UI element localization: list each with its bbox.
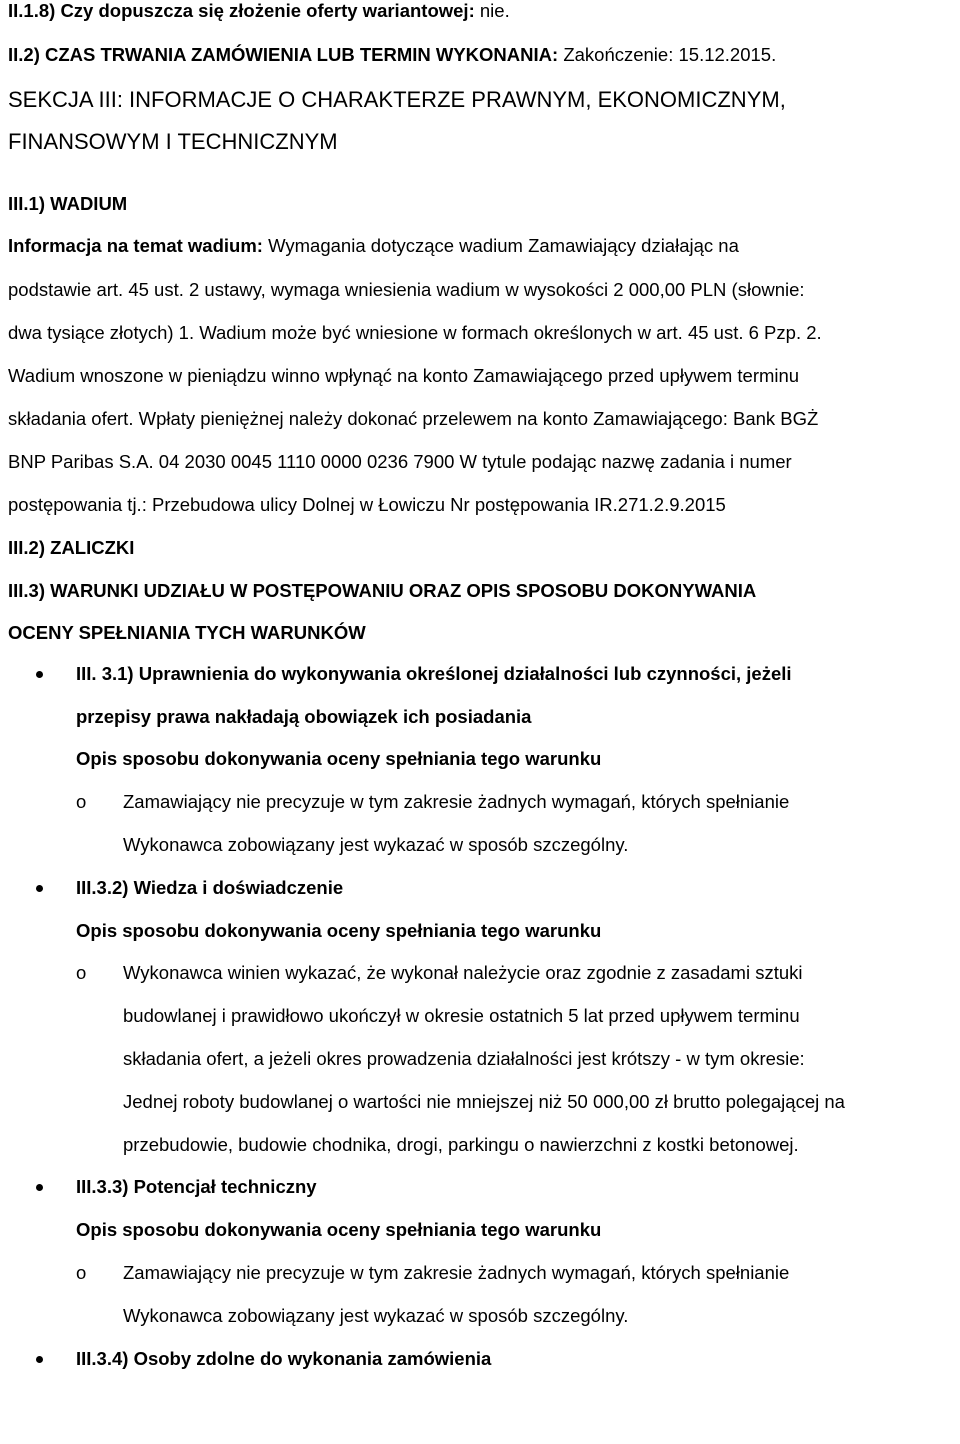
paragraph-line: Wykonawca zobowiązany jest wykazać w sposób szczególny.	[123, 834, 629, 855]
subsection-iii-3-3: III.3.3) Potencjał techniczny	[76, 1176, 317, 1197]
heading-iii-1-wadium: III.1) WADIUM	[8, 193, 128, 214]
bullet-icon	[36, 885, 43, 892]
heading-iii-2-zaliczki: III.2) ZALICZKI	[8, 537, 135, 558]
heading-iii-3-line-1: III.3) WARUNKI UDZIAŁU W POSTĘPOWANIU ORAZ OPIS SPOSOBU DOKONYWANIA	[8, 580, 757, 601]
criteria-heading: Opis sposobu dokonywania oceny spełniania tego warunku	[76, 1219, 602, 1240]
paragraph-line: budowlanej i prawidłowo ukończył w okresie ostatnich 5 lat przed upływem terminu	[123, 1005, 800, 1026]
circle-bullet-icon: o	[76, 791, 87, 812]
subsection-iii-3-1-cont: przepisy prawa nakładają obowiązek ich posiadania	[76, 706, 532, 727]
paragraph-line: Wykonawca winien wykazać, że wykonał należycie oraz zgodnie z zasadami sztuki	[123, 962, 803, 983]
paragraph-line: Zamawiający nie precyzuje w tym zakresie żadnych wymagań, których spełnianie	[123, 1262, 790, 1283]
paragraph-line: Zamawiający nie precyzuje w tym zakresie żadnych wymagań, których spełnianie	[123, 791, 790, 812]
section-iii-heading-1: SEKCJA III: INFORMACJE O CHARAKTERZE PRAWNYM, EKONOMICZNYM,	[8, 87, 786, 112]
label: II.2) CZAS TRWANIA ZAMÓWIENIA LUB TERMIN WYKONANIA:	[8, 44, 559, 65]
paragraph-line: przebudowie, budowie chodnika, drogi, parkingu o nawierzchni z kostki betonowej.	[123, 1134, 799, 1155]
section-ii-1-8	[8, 2, 510, 21]
paragraph-line: dwa tysiące złotych) 1. Wadium może być wniesione w formach określonych w art. 45 ust. 6 Pzp. 2.	[8, 322, 822, 343]
paragraph-line: Jednej roboty budowlanej o wartości nie mniejszej niż 50 000,00 zł brutto polegającej na	[123, 1091, 845, 1112]
heading-iii-3-line-2: OCENY SPEŁNIANIA TYCH WARUNKÓW	[8, 622, 366, 643]
label: Informacja na temat wadium:	[8, 235, 263, 256]
bullet-icon	[36, 1184, 43, 1191]
bullet-icon	[36, 1356, 43, 1363]
paragraph-line: Wadium wnoszone w pieniądzu winno wpłynąć na konto Zamawiającego przed upływem terminu	[8, 365, 800, 386]
section-iii-heading-2: FINANSOWYM I TECHNICZNYM	[8, 129, 338, 154]
criteria-heading: Opis sposobu dokonywania oceny spełniania tego warunku	[76, 748, 602, 769]
value: Zakończenie: 15.12.2015.	[563, 44, 777, 65]
paragraph-line: postępowania tj.: Przebudowa ulicy Dolnej w Łowiczu Nr postępowania IR.271.2.9.2015	[8, 494, 726, 515]
criteria-heading: Opis sposobu dokonywania oceny spełniania tego warunku	[76, 920, 602, 941]
paragraph-line: Wykonawca zobowiązany jest wykazać w sposób szczególny.	[123, 1305, 629, 1326]
subsection-iii-3-1: III. 3.1) Uprawnienia do wykonywania określonej działalności lub czynności, jeżeli	[76, 663, 792, 684]
circle-bullet-icon: o	[76, 962, 87, 983]
bullet-icon	[36, 671, 43, 678]
paragraph-line: podstawie art. 45 ust. 2 ustawy, wymaga wniesienia wadium w wysokości 2 000,00 PLN (słownie:	[8, 279, 805, 300]
paragraph-line: BNP Paribas S.A. 04 2030 0045 1110 0000 0236 7900 W tytule podając nazwę zadania i numer	[8, 451, 792, 472]
subsection-iii-3-2: III.3.2) Wiedza i doświadczenie	[76, 877, 344, 898]
circle-bullet-icon: o	[76, 1262, 87, 1283]
label: II.1.8) Czy dopuszcza się złożenie oferty wariantowej:	[8, 0, 475, 21]
text: Wymagania dotyczące wadium Zamawiający działając na	[268, 235, 739, 256]
paragraph-line: składania ofert. Wpłaty pieniężnej należy dokonać przelewem na konto Zamawiającego: Bank BGŻ	[8, 408, 819, 429]
paragraph-line	[8, 237, 739, 256]
paragraph-line: składania ofert, a jeżeli okres prowadzenia działalności jest krótszy - w tym okresie:	[123, 1048, 805, 1069]
section-ii-2	[8, 46, 776, 65]
subsection-iii-3-4: III.3.4) Osoby zdolne do wykonania zamówienia	[76, 1348, 492, 1369]
value: nie.	[479, 0, 510, 21]
